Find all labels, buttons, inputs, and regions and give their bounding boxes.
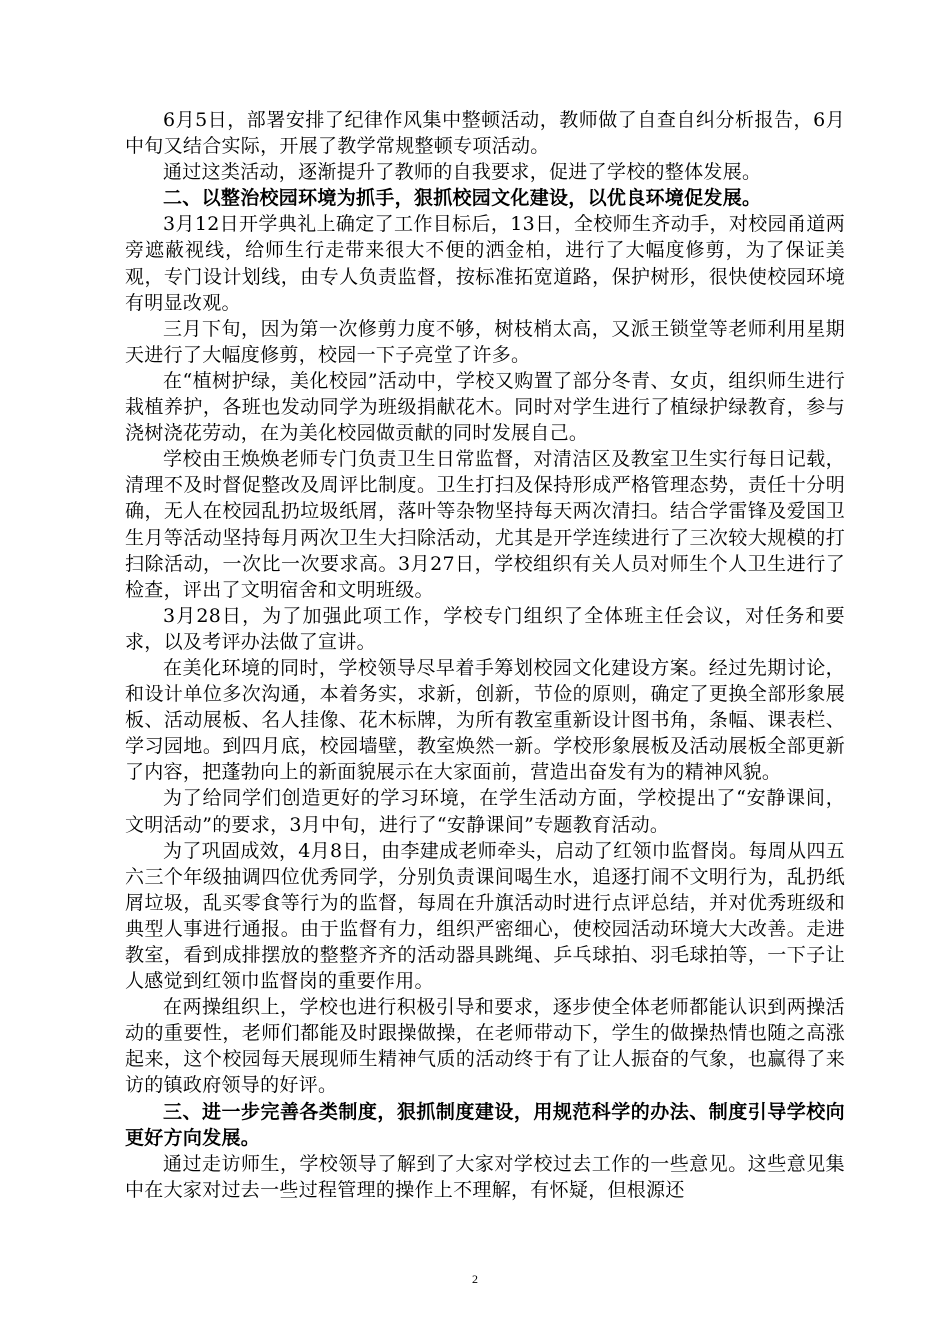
body-text [125, 107, 845, 1203]
paragraph: 6月5日，部署安排了纪律作风集中整顿活动，教师做了自查自纠分析报告，6月中旬又结合实际，开展了教学常规整顿专项活动。 [125, 109, 845, 158]
paragraph: 3月12日开学典礼上确定了工作目标后，13日，全校师生齐动手，对校园甬道两旁遮蔽视线，给师生行走带来很大不便的洒金柏，进行了大幅度修剪，为了保证美观，专门设计划线，由专人负责监督，按标准拓宽道路，保护树形，很快使校园环境有明显改观。 [125, 213, 845, 314]
paragraph: 三月下旬，因为第一次修剪力度不够，树枝梢太高，又派王锁堂等老师利用星期天进行了大幅度修剪，校园一下子亮堂了许多。 [125, 317, 845, 366]
paragraph: 学校由王焕焕老师专门负责卫生日常监督，对清洁区及教室卫生实行每日记载，清理不及时督促整改及周评比制度。卫生打扫及保持形成严格管理态势，责任十分明确，无人在校园乱扔垃圾纸屑，落叶等杂物坚持每天两次清扫。结合学雷锋及爱国卫生月等活动坚持每月两次卫生大扫除活动，尤其是开学连续进行了三次较大规模的打扫除活动，一次比一次要求高。3月27日，学校组织有关人员对师生个人卫生进行了检查，评出了文明宿舍和文明班级。 [125, 448, 845, 601]
paragraph: 通过走访师生，学校领导了解到了大家对学校过去工作的一些意见。这些意见集中在大家对过去一些过程管理的操作上不理解，有怀疑，但根源还 [125, 1152, 845, 1201]
paragraph: 在“植树护绿，美化校园”活动中，学校又购置了部分冬青、女贞，组织师生进行栽植养护，各班也发动同学为班级捐献花木。同时对学生进行了植绿护绿教育，参与浇树浇花劳动，在为美化校园做贡献的同时发展自己。 [125, 369, 845, 445]
paragraph: 3月28日，为了加强此项工作，学校专门组织了全体班主任会议，对任务和要求，以及考评办法做了宣讲。 [125, 604, 845, 653]
page-number: 2 [472, 1272, 478, 1286]
paragraph: 为了巩固成效，4月8日，由李建成老师牵头，启动了红领巾监督岗。每周从四五六三个年级抽调四位优秀同学，分别负责课间喝生水，追逐打闹不文明行为，乱扔纸屑垃圾，乱买零食等行为的监督，每周在升旗活动时进行点评总结，并对优秀班级和典型人事进行通报。由于监督有力，组织严密细心，使校园活动环境大大改善。走进教室，看到成排摆放的整整齐齐的活动器具跳绳、乒乓球拍、羽毛球拍等，一下子让人感觉到红领巾监督岗的重要作用。 [125, 839, 845, 993]
section-heading: 二、以整治校园环境为抓手，狠抓校园文化建设，以优良环境促发展。 [163, 187, 762, 210]
paragraph: 在两操组织上，学校也进行积极引导和要求，逐步使全体老师都能认识到两操活动的重要性，老师们都能及时跟操做操，在老师带动下，学生的做操热情也随之高涨起来，这个校园每天展现师生精神气质的活动终于有了让人振奋的气象，也赢得了来访的镇政府领导的好评。 [125, 996, 845, 1097]
section-heading: 三、进一步完善各类制度，狠抓制度建设，用规范科学的办法、制度引导学校向更好方向发展。 [125, 1100, 845, 1149]
paragraph: 为了给同学们创造更好的学习环境，在学生活动方面，学校提出了“安静课间，文明活动”的要求，3月中旬，进行了“安静课间”专题教育活动。 [125, 787, 845, 836]
paragraph: 在美化环境的同时，学校领导尽早着手筹划校园文化建设方案。经过先期讨论，和设计单位多次沟通，本着务实，求新，创新，节俭的原则，确定了更换全部形象展板、活动展板、名人挂像、花木标牌，为所有教室重新设计图书角，条幅、课表栏、学习园地。到四月底，校园墙壁，教室焕然一新。学校形象展板及活动展板全部更新了内容，把蓬勃向上的新面貌展示在大家面前，营造出奋发有为的精神风貌。 [125, 656, 845, 784]
paragraph: 通过这类活动，逐渐提升了教师的自我要求，促进了学校的整体发展。 [163, 161, 762, 184]
